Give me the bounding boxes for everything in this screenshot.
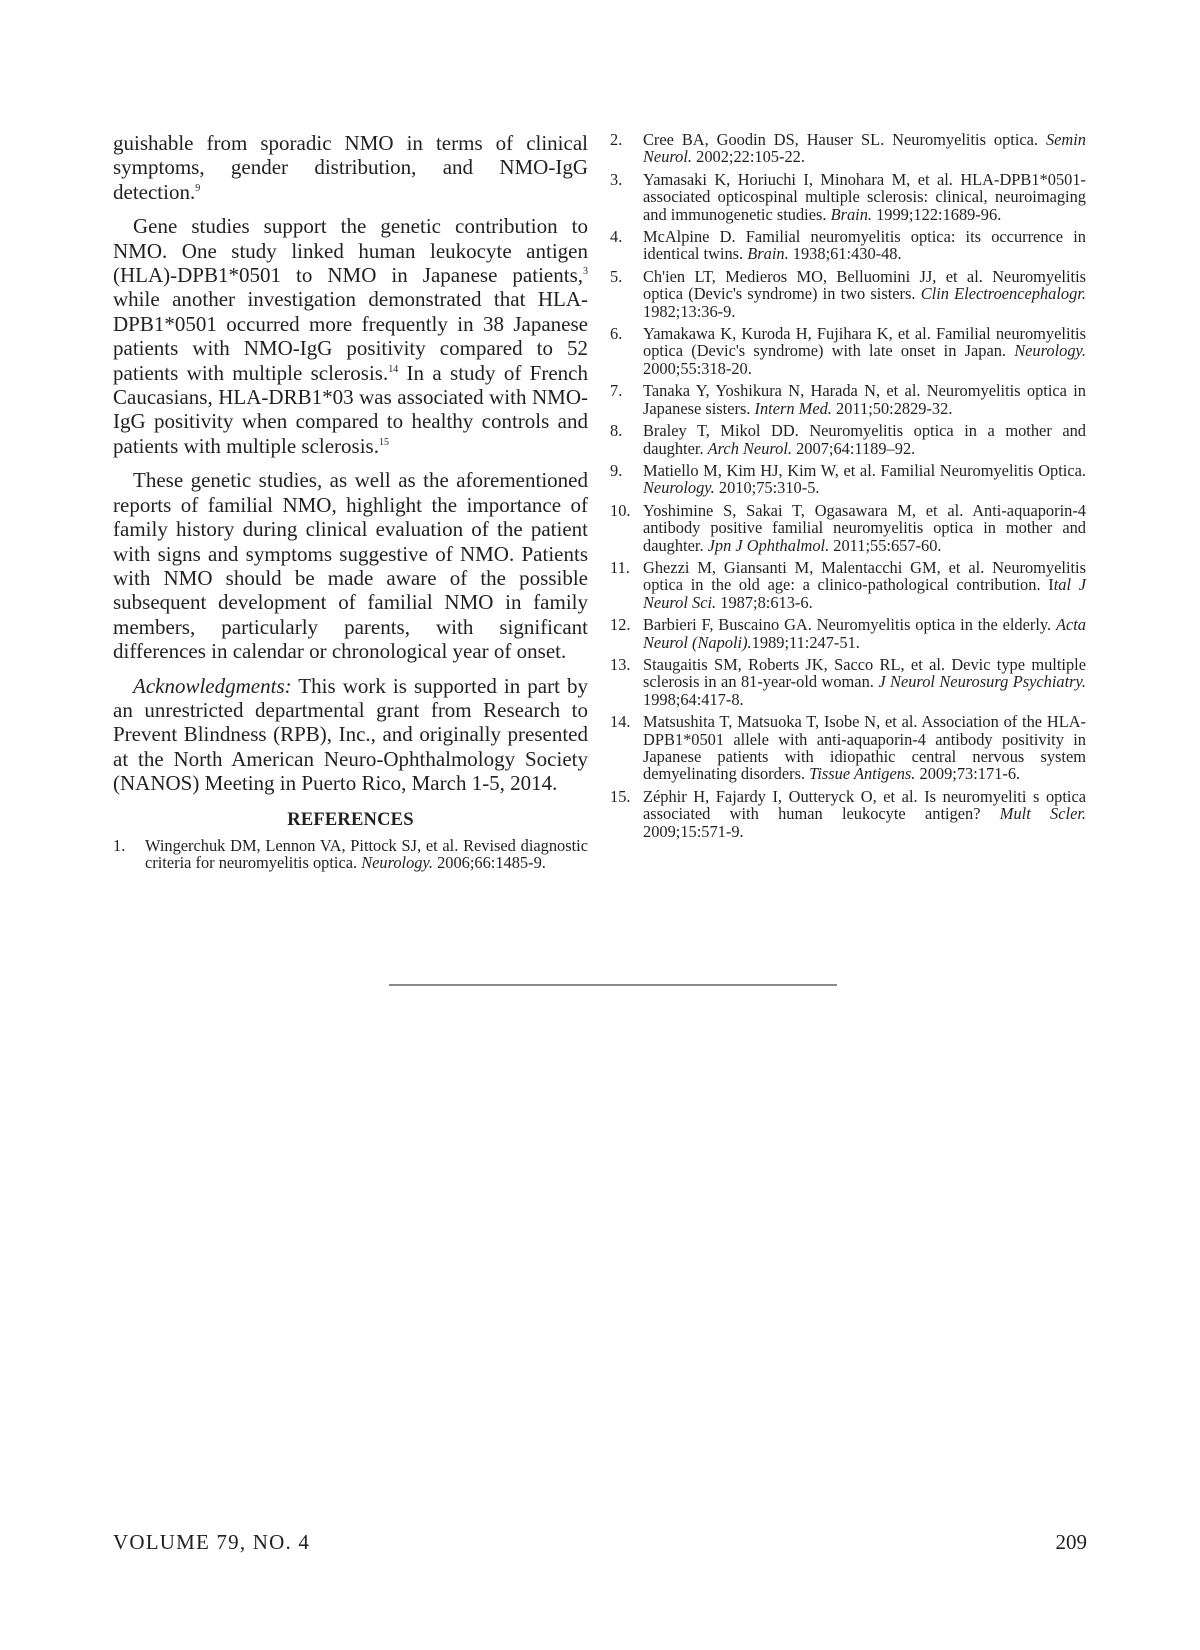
acknowledgments-text: This work is supported in part by an unrestricted departmental grant from Research to Prevent Blindness (RPB), Inc., and originally presented at the North American Neuro-Ophthalmology Society (NANOS) Meeting in Puerto Rico, March 1-5, 2014. <box>113 673 588 796</box>
citation-superscript: 14 <box>388 363 399 375</box>
paragraph-2 <box>113 214 588 458</box>
reference-text: Cree BA, Goodin DS, Hauser SL. Neuromyelitis optica. <box>643 130 1046 149</box>
reference-journal: Neurology. <box>361 852 433 872</box>
reference-item <box>610 171 1086 223</box>
reference-citation: 2011;55:657-60. <box>829 535 942 555</box>
reference-number: 9. <box>610 460 623 480</box>
reference-citation: 2002;22:105-22. <box>692 147 805 167</box>
reference-citation: 1982;13:36-9. <box>643 301 736 321</box>
reference-number: 5. <box>610 266 623 286</box>
reference-number: 3. <box>610 169 623 189</box>
reference-journal: Acta Neurol (Napoli). <box>643 615 1086 652</box>
volume-footer: VOLUME 79, NO. 4 <box>113 1530 311 1554</box>
reference-citation: 2011;50:2829-32. <box>831 398 953 418</box>
section-divider <box>389 984 837 986</box>
reference-citation: 1989;11:247-51. <box>751 632 860 652</box>
reference-text: Yamasaki K, Horiuchi I, Minohara M, et al. HLA-DPB1*0501-associated opticospinal multiple sclerosis: clinical, neuroimaging and immunogenetic studies. <box>643 169 1086 224</box>
paragraph-3: These genetic studies, as well as the aforementioned reports of familial NMO, highlight the importance of family history during clinical evaluation of the patient with signs and symptoms suggestive of NMO. Patients with NMO should be made aware of the possible subsequent development of familial NMO in family members, particularly parents, with significant differences in calendar or chronological year of onset. <box>113 468 588 664</box>
reference-citation: 1987;8:613-6. <box>716 592 813 612</box>
reference-citation: 2009;15:571-9. <box>643 821 744 841</box>
paragraph-2-text-b: while another investigation demonstrated that HLA-DPB1*0501 occurred more frequently in 38 Japanese patients with NMO-IgG positivity compared to 52 patients with multiple sclerosis. <box>113 287 588 385</box>
reference-journal: Jpn J Ophthalmol. <box>707 535 830 555</box>
acknowledgments-label: Acknowledgments: <box>133 673 292 698</box>
reference-text: Ch'ien LT, Medieros MO, Belluomini JJ, et al. Neuromyelitis optica (Devic's syndrome) in two sisters. <box>643 266 1086 304</box>
reference-text: Staugaitis SM, Roberts JK, Sacco RL, et al. Devic type multiple sclerosis in an 81-year-old woman. <box>643 654 1086 692</box>
reference-number: 6. <box>610 324 623 344</box>
reference-journal: Neurology. <box>643 478 715 498</box>
reference-citation: 2009;73:171-6. <box>915 764 1021 784</box>
reference-journal: tal J Neurol Sci. <box>643 575 1086 612</box>
citation-superscript: 9 <box>195 182 201 194</box>
reference-text: Zéphir H, Fajardy I, Outteryck O, et al. Is neuromyeliti s optica associated with human leukocyte antigen? <box>643 786 1086 824</box>
reference-item <box>610 656 1086 708</box>
reference-text: Yamakawa K, Kuroda H, Fujihara K, et al. Familial neuromyelitis optica (Devic's syndrome) with late onset in Japan. <box>643 324 1086 361</box>
reference-item <box>610 131 1086 166</box>
reference-journal: Brain. <box>830 204 872 224</box>
reference-item <box>610 228 1086 263</box>
reference-text: Tanaka Y, Yoshikura N, Harada N, et al. Neuromyelitis optica in Japanese sisters. <box>643 381 1086 418</box>
reference-number: 15. <box>610 786 631 806</box>
reference-number: 4. <box>610 227 623 247</box>
reference-journal: Tissue Antigens. <box>809 764 916 784</box>
paragraph-2-text-a: Gene studies support the genetic contribution to NMO. One study linked human leukocyte antigen (HLA)-DPB1*0501 to NMO in Japanese patients, <box>113 214 588 288</box>
reference-number: 11. <box>610 557 630 577</box>
reference-text: McAlpine D. Familial neuromyelitis optica: its occurrence in identical twins. <box>643 227 1086 264</box>
page-number: 209 <box>1055 1530 1087 1554</box>
reference-citation: 1938;61:430-48. <box>788 244 902 264</box>
reference-text: Matiello M, Kim HJ, Kim W, et al. Familial Neuromyelitis Optica. <box>643 460 1086 480</box>
reference-item <box>610 788 1086 840</box>
reference-number: 12. <box>610 615 631 635</box>
reference-number: 13. <box>610 654 631 674</box>
reference-number: 2. <box>610 130 623 149</box>
reference-journal: Semin Neurol. <box>643 130 1086 167</box>
reference-item <box>610 325 1086 377</box>
citation-superscript: 15 <box>378 436 389 448</box>
reference-citation: 1998;64:417-8. <box>643 689 744 709</box>
reference-journal: J Neurol Neurosurg Psychiatry. <box>878 672 1086 692</box>
reference-item <box>610 713 1086 783</box>
reference-item <box>610 382 1086 417</box>
reference-citation: 2007;64:1189–92. <box>792 438 916 458</box>
reference-journal: Neurology. <box>1014 341 1086 361</box>
reference-number: 8. <box>610 421 623 441</box>
reference-item <box>610 268 1086 320</box>
reference-citation: 2000;55:318-20. <box>643 358 752 378</box>
reference-number: 10. <box>610 500 631 520</box>
reference-text: Yoshimine S, Sakai T, Ogasawara M, et al. Anti-aquaporin-4 antibody positive familial neuromyelitis optica in mother and daughter. <box>643 500 1086 555</box>
reference-number: 14. <box>610 712 631 732</box>
reference-text: Wingerchuk DM, Lennon VA, Pittock SJ, et al. Revised diagnostic criteria for neuromyelitis optica. <box>145 835 588 872</box>
reference-citation: 2006;66:1485-9. <box>432 852 546 872</box>
reference-text: Braley T, Mikol DD. Neuromyelitis optica in a mother and daughter. <box>643 421 1086 458</box>
reference-journal: Mult Scler. <box>999 804 1087 824</box>
references-heading: REFERENCES <box>287 809 414 830</box>
reference-item <box>610 462 1086 497</box>
citation-superscript: 3 <box>583 266 588 278</box>
reference-item <box>610 422 1086 457</box>
reference-number: 1. <box>113 835 126 855</box>
paragraph-1-text: guishable from sporadic NMO in terms of clinical symptoms, gender distribution, and NMO-IgG detection. <box>113 131 588 204</box>
reference-text: Ghezzi M, Giansanti M, Malentacchi GM, et al. Neuromyelitis optica in the old age: a clinico-pathological contribution. I <box>643 557 1086 595</box>
reference-text: Barbieri F, Buscaino GA. Neuromyelitis optica in the elderly. <box>643 615 1056 635</box>
paragraph-2-text-c: In a study of French Caucasians, HLA-DRB1*03 was associated with NMO-IgG positivity when compared to healthy controls and patients with multiple sclerosis. <box>113 360 588 458</box>
acknowledgments-paragraph <box>113 674 588 796</box>
reference-journal: Brain. <box>747 244 789 264</box>
right-column <box>610 131 1086 845</box>
paragraph-1 <box>113 131 588 204</box>
reference-citation: 2010;75:310-5. <box>714 478 820 498</box>
reference-text: Matsushita T, Matsuoka T, Isobe N, et al. Association of the HLA-DPB1*0501 allele with anti-aquaporin-4 antibody positivity in Japanese patients with idiopathic central nervous system demyelinating disorders. <box>643 712 1086 784</box>
reference-journal: Intern Med. <box>754 398 832 418</box>
reference-citation: 1999;122:1689-96. <box>872 204 1002 224</box>
reference-item <box>610 559 1086 611</box>
left-column <box>113 131 588 876</box>
reference-item <box>610 502 1086 554</box>
reference-item <box>113 837 588 872</box>
reference-journal: Clin Electroencephalogr. <box>920 284 1086 304</box>
reference-journal: Arch Neurol. <box>707 438 793 458</box>
reference-number: 7. <box>610 381 623 401</box>
reference-item <box>610 616 1086 651</box>
